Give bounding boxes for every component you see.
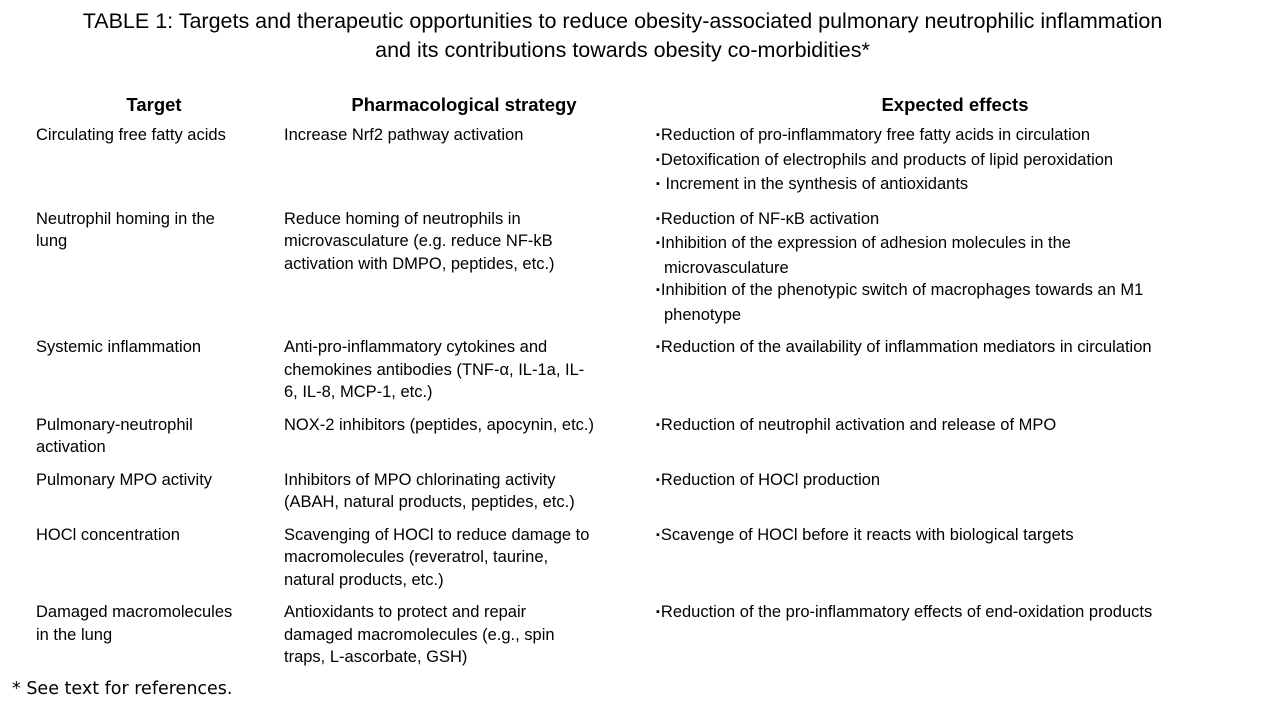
target-cell-line: Systemic inflammation xyxy=(36,338,202,356)
effects-cell xyxy=(652,206,1258,335)
effect-text: Scavenge of HOCl before it reacts with biological targets xyxy=(660,525,1074,544)
bullet-marker-icon: ▪ xyxy=(656,606,660,618)
header-effects: Expected effects xyxy=(881,94,1029,115)
bullet-marker-icon: ▪ xyxy=(656,129,660,141)
table-row xyxy=(28,522,1258,600)
effects-cell xyxy=(652,412,1258,467)
target-cell xyxy=(28,206,276,335)
effect-text: Detoxification of electrophils and products of lipid peroxidation xyxy=(660,150,1114,169)
effect-text: Inhibition of the expression of adhesion molecules in the xyxy=(660,234,1071,252)
effect-text: Increment in the synthesis of antioxidants xyxy=(660,175,969,193)
effect-text: Reduction of the availability of inflammation mediators in circulation xyxy=(660,338,1152,356)
target-cell-line: Neutrophil homing in the xyxy=(36,209,215,228)
strategy-cell xyxy=(276,467,652,522)
strategy-cell xyxy=(276,522,652,600)
effect-text: Reduction of NF-κB activation xyxy=(660,209,880,228)
effect-bullet-item xyxy=(656,414,1252,439)
bullet-marker-icon: ▪ xyxy=(656,212,660,225)
bullet-marker-icon: ▪ xyxy=(656,473,660,486)
table-body xyxy=(28,122,1258,677)
table-row xyxy=(28,334,1258,412)
target-cell xyxy=(28,522,276,600)
target-cell-line: Pulmonary MPO activity xyxy=(36,470,213,489)
effect-bullet-item xyxy=(656,601,1252,626)
strategy-cell-line: traps, L-ascorbate, GSH) xyxy=(284,648,468,666)
strategy-cell xyxy=(276,412,652,467)
strategy-cell-line: Inhibitors of MPO chlorinating activity xyxy=(284,470,556,489)
target-cell xyxy=(28,467,276,522)
bullet-marker-icon: ▪ xyxy=(656,284,660,296)
target-cell-line: Damaged macromolecules xyxy=(36,603,233,621)
strategy-cell-line: Anti-pro-inflammatory cytokines and xyxy=(284,338,548,356)
strategy-cell-line: Antioxidants to protect and repair xyxy=(284,603,527,621)
target-cell xyxy=(28,412,276,467)
target-cell xyxy=(28,122,276,206)
effects-cell xyxy=(652,122,1258,206)
strategy-cell-line: Increase Nrf2 pathway activation xyxy=(284,126,524,144)
strategy-cell xyxy=(276,334,652,412)
effect-text: Reduction of HOCl production xyxy=(660,470,881,489)
effect-bullet-item xyxy=(656,149,1252,174)
effect-bullet-item xyxy=(656,208,1252,233)
effects-cell xyxy=(652,334,1258,412)
strategy-cell-line: Reduce homing of neutrophils in xyxy=(284,209,521,228)
table-row xyxy=(28,599,1258,677)
table-row xyxy=(28,412,1258,467)
strategy-cell-line: natural products, etc.) xyxy=(284,570,444,589)
effect-bullet-item xyxy=(656,279,1252,304)
target-cell-line: Circulating free fatty acids xyxy=(36,126,226,144)
bullet-marker-icon: ▪ xyxy=(656,237,660,249)
strategy-cell-line: macromolecules (reveratrol, taurine, xyxy=(284,548,549,566)
effect-bullet-item xyxy=(656,469,1252,494)
effect-text: Reduction of pro-inflammatory free fatty acids in circulation xyxy=(660,126,1091,144)
header-target: Target xyxy=(126,94,182,115)
targets-table xyxy=(28,90,1258,677)
target-cell-line: HOCl concentration xyxy=(36,525,180,544)
effect-text: Reduction of neutrophil activation and release of MPO xyxy=(660,415,1057,434)
effects-cell xyxy=(652,599,1258,677)
target-cell-line: activation xyxy=(36,438,106,456)
strategy-cell-line: activation with DMPO, peptides, etc.) xyxy=(284,254,555,273)
effects-cell xyxy=(652,522,1258,600)
effect-text: Inhibition of the phenotypic switch of macrophages towards an M1 xyxy=(660,281,1144,299)
target-cell-line: lung xyxy=(36,232,68,250)
effect-bullet-item xyxy=(656,336,1252,361)
effects-cell xyxy=(652,467,1258,522)
strategy-cell-line: NOX-2 inhibitors (peptides, apocynin, etc.) xyxy=(284,415,594,434)
effect-bullet-item xyxy=(656,124,1252,149)
bullet-marker-icon: ▪ xyxy=(656,418,660,431)
strategy-cell-line: 6, IL-8, MCP-1, etc.) xyxy=(284,383,433,401)
strategy-cell-line: microvasculature (e.g. reduce NF-kB xyxy=(284,232,553,250)
bullet-marker-icon: ▪ xyxy=(656,178,660,190)
target-cell-line: in the lung xyxy=(36,625,113,644)
effect-bullet-item xyxy=(656,232,1252,257)
effect-text-continuation: phenotype xyxy=(664,305,742,324)
strategy-cell-line: Scavenging of HOCl to reduce damage to xyxy=(284,525,590,544)
strategy-cell xyxy=(276,206,652,335)
effect-bullet-item xyxy=(656,173,1252,198)
strategy-cell-line: chemokines antibodies (TNF-α, IL-1a, IL- xyxy=(284,360,585,379)
target-cell xyxy=(28,599,276,677)
bullet-marker-icon: ▪ xyxy=(656,341,660,353)
strategy-cell xyxy=(276,122,652,206)
effect-bullet-item xyxy=(656,524,1252,549)
target-cell xyxy=(28,334,276,412)
effect-text-continuation: microvasculature xyxy=(664,258,789,277)
table-row xyxy=(28,122,1258,206)
table-row xyxy=(28,467,1258,522)
strategy-cell-line: (ABAH, natural products, peptides, etc.) xyxy=(284,493,575,511)
strategy-cell-line: damaged macromolecules (e.g., spin xyxy=(284,625,555,644)
table-title-line-2: and its contributions towards obesity co-morbidities* xyxy=(375,38,870,62)
effect-text: Reduction of the pro-inflammatory effects of end-oxidation products xyxy=(660,603,1153,621)
footnote: * See text for references. xyxy=(12,679,233,699)
strategy-cell xyxy=(276,599,652,677)
bullet-marker-icon: ▪ xyxy=(656,153,660,166)
table-title xyxy=(0,7,1245,65)
target-cell-line: Pulmonary-neutrophil xyxy=(36,415,193,434)
header-row xyxy=(28,90,1258,122)
header-strategy: Pharmacological strategy xyxy=(351,94,577,115)
bullet-marker-icon: ▪ xyxy=(656,528,660,541)
table-row xyxy=(28,206,1258,335)
table-title-line-1: TABLE 1: Targets and therapeutic opportunities to reduce obesity-associated pulmonary neutrophilic inflammation xyxy=(82,9,1163,33)
